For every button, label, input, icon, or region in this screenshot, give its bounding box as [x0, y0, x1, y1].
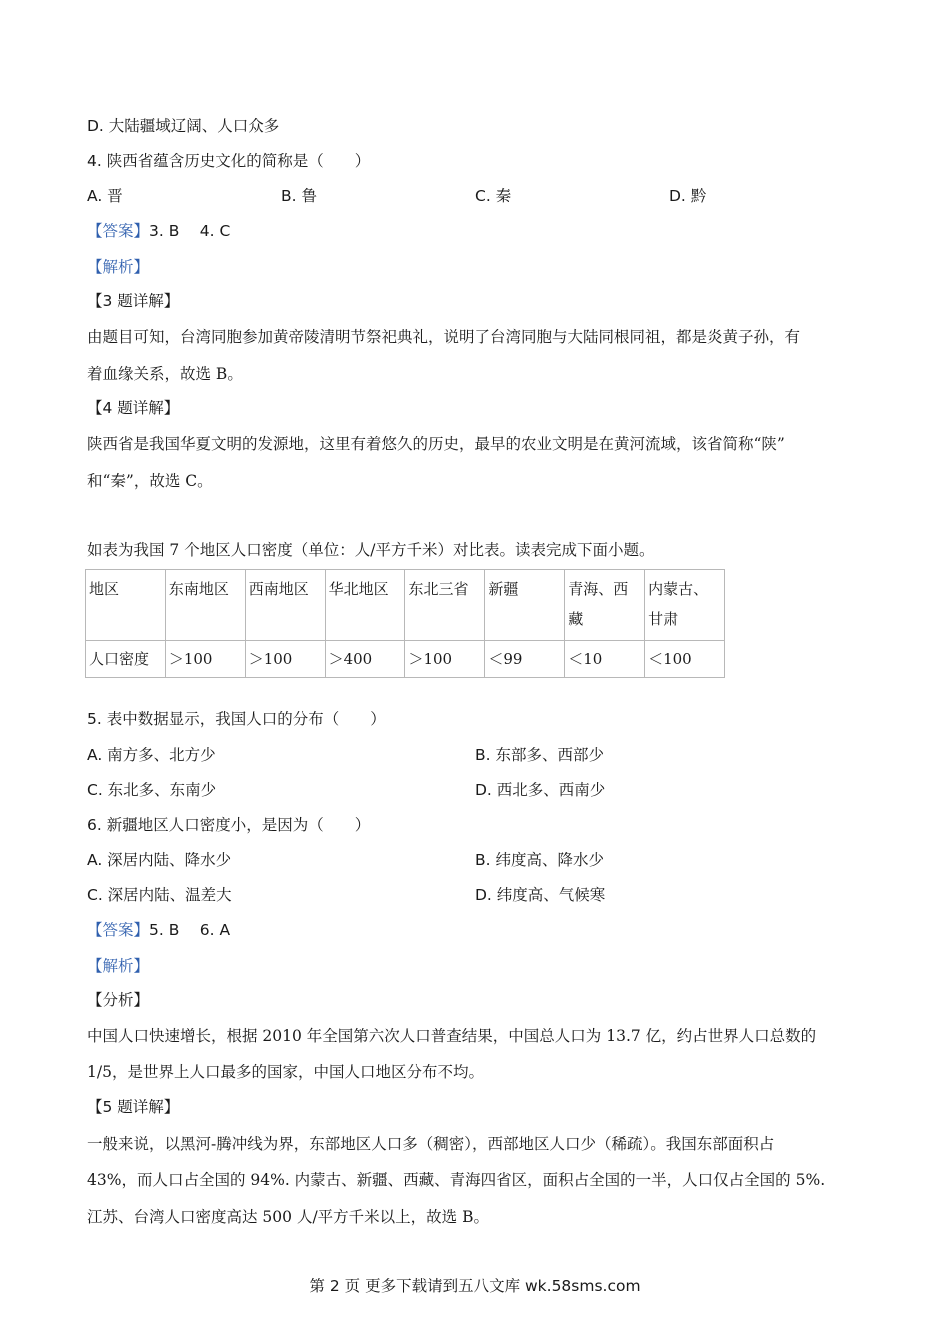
table-cell: ＞100	[165, 641, 245, 678]
q6-option-d: D. 纬度高、气候寒	[475, 886, 606, 904]
analysis-paragraph-line: 1/5，是世界上人口最多的国家，中国人口地区分布不均。	[87, 1063, 484, 1081]
answer-text: 3. B 4. C	[149, 222, 231, 240]
answer-line-2	[87, 919, 230, 941]
detail-5-title: 【5 题详解】	[87, 1098, 180, 1116]
q5-option-b: B. 东部多、西部少	[475, 746, 604, 764]
table-row-label: 人口密度	[86, 641, 166, 678]
answer-tag: 【答案】	[87, 222, 150, 240]
table-header-cell: 东南地区	[165, 570, 245, 641]
q5-stem: 5. 表中数据显示，我国人口的分布（ ）	[87, 710, 386, 728]
q5-option-c: C. 东北多、东南少	[87, 781, 217, 799]
q6-option-a: A. 深居内陆、降水少	[87, 851, 232, 869]
q5-option-d: D. 西北多、西南少	[475, 781, 606, 799]
table-header-cell: 地区	[86, 570, 166, 641]
analysis-paragraph-line: 中国人口快速增长，根据 2010 年全国第六次人口普查结果，中国总人口为 13.7 亿，约占世界人口总数的	[87, 1027, 817, 1045]
q6-stem: 6. 新疆地区人口密度小，是因为（ ）	[87, 816, 371, 834]
table-header-cell: 华北地区	[325, 570, 405, 641]
q6-option-b: B. 纬度高、降水少	[475, 851, 604, 869]
answer-text: 5. B 6. A	[149, 921, 231, 939]
q5-option-a: A. 南方多、北方少	[87, 746, 216, 764]
table-cell: ＜100	[645, 641, 725, 678]
table-header-cell: 新疆	[485, 570, 565, 641]
detail-5-paragraph-line: 43%，而人口占全国的 94%. 内蒙古、新疆、西藏、青海四省区，面积占全国的一半，人口仅占全国的 5%.	[87, 1171, 826, 1189]
table-cell: ＞100	[245, 641, 325, 678]
q4-option-a: A. 晋	[87, 187, 123, 205]
table-header-cell: 西南地区	[245, 570, 325, 641]
q4-stem: 4. 陕西省蕴含历史文化的简称是（ ）	[87, 152, 371, 170]
table-header-cell: 内蒙古、甘肃	[645, 570, 725, 641]
q4-option-c: C. 秦	[475, 187, 512, 205]
table-cell: ＞100	[405, 641, 485, 678]
page-footer: 第 2 页 更多下载请到五八文库 wk.58sms.com	[309, 1277, 641, 1295]
answer-line-1	[87, 220, 230, 242]
detail-5-paragraph-line: 一般来说，以黑河-腾冲线为界，东部地区人口多（稠密），西部地区人口少（稀疏）。我国东部面积占	[87, 1135, 775, 1153]
table-cell: ＞400	[325, 641, 405, 678]
detail-4-paragraph-line: 陕西省是我国华夏文明的发源地，这里有着悠久的历史，最早的农业文明是在黄河流域，该省简称“陕”	[87, 435, 785, 453]
detail-3-paragraph-line: 着血缘关系，故选 B。	[87, 365, 243, 383]
table-cell: ＜99	[485, 641, 565, 678]
population-density-table	[85, 569, 725, 678]
q4-option-b: B. 鲁	[281, 187, 317, 205]
analysis-tag: 【解析】	[87, 258, 150, 276]
table-header-cell: 青海、西藏	[565, 570, 645, 641]
q3-option-d: D. 大陆疆域辽阔、人口众多	[87, 117, 280, 135]
table-row	[86, 641, 725, 678]
detail-4-title: 【4 题详解】	[87, 399, 180, 417]
analysis-title: 【分析】	[87, 991, 150, 1009]
q6-option-c: C. 深居内陆、温差大	[87, 886, 232, 904]
table-header-cell: 东北三省	[405, 570, 485, 641]
detail-4-paragraph-line: 和“秦”，故选 C。	[87, 472, 213, 490]
table-header-row	[86, 570, 725, 641]
answer-tag: 【答案】	[87, 921, 150, 939]
table-cell: ＜10	[565, 641, 645, 678]
table-intro: 如表为我国 7 个地区人口密度（单位：人/平方千米）对比表。读表完成下面小题。	[87, 541, 655, 559]
q4-option-d: D. 黔	[669, 187, 707, 205]
detail-3-paragraph-line: 由题目可知，台湾同胞参加黄帝陵清明节祭祀典礼，说明了台湾同胞与大陆同根同祖，都是炎黄子孙，有	[87, 328, 801, 346]
analysis-tag: 【解析】	[87, 957, 150, 975]
detail-3-title: 【3 题详解】	[87, 292, 180, 310]
detail-5-paragraph-line: 江苏、台湾人口密度高达 500 人/平方千米以上，故选 B。	[87, 1208, 489, 1226]
